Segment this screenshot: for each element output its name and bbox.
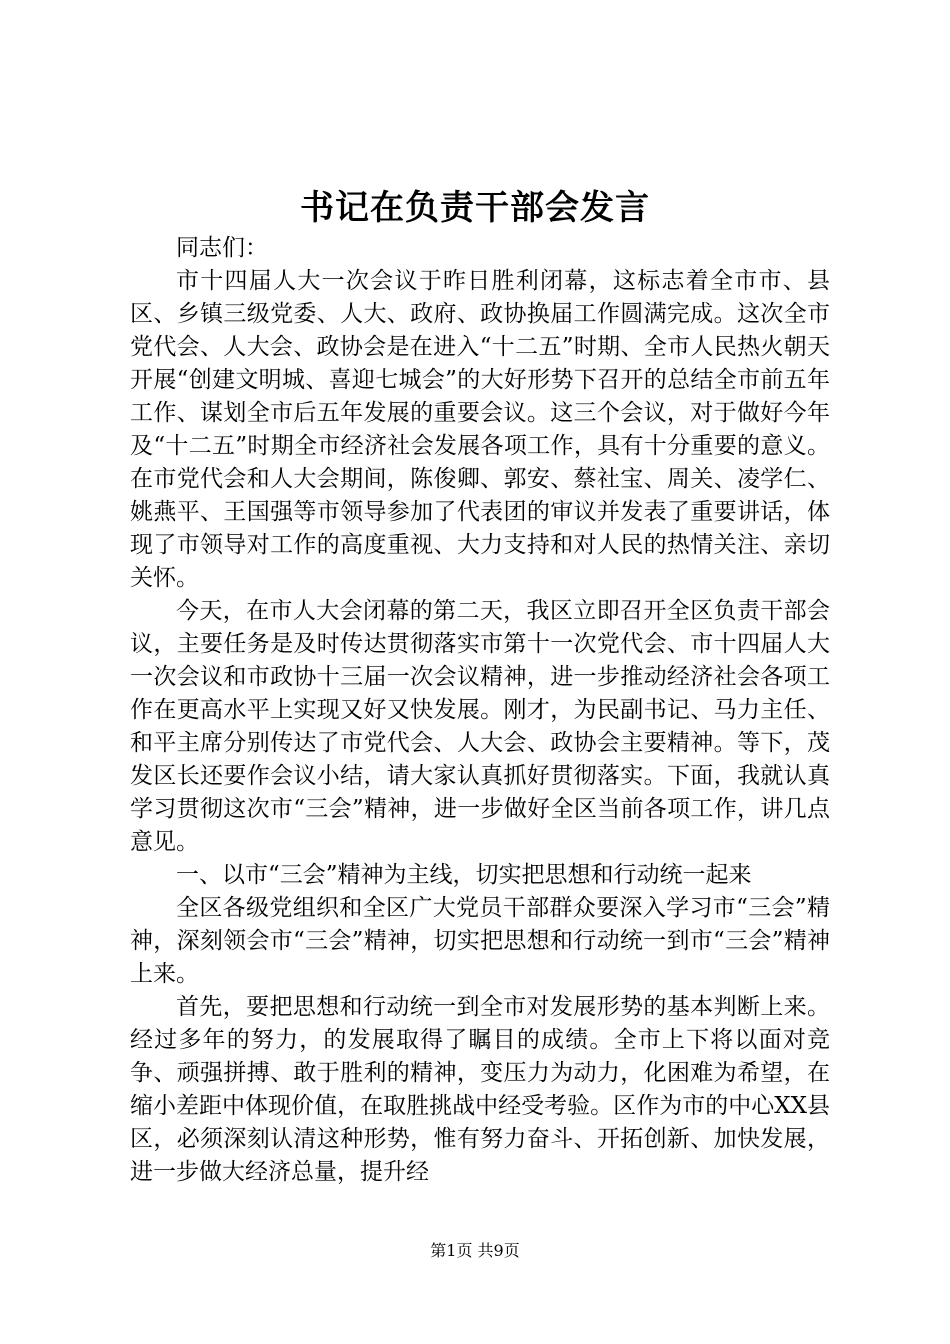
paragraph-3: 全区各级党组织和全区广大党员干部群众要深入学习市“三会”精神，深刻领会市“三会”精神，切实把思想和行动统一到市“三会”精神上来。 <box>130 895 830 987</box>
document-body <box>130 232 830 1189</box>
section-heading-1: 一、以市“三会”精神为主线，切实把思想和行动统一起来 <box>176 862 752 888</box>
paragraph-1: 市十四届人大一次会议于昨日胜利闭幕，这标志着全市市、县区、乡镇三级党委、人大、政府、政协换届工作圆满完成。这次全市党代会、人大会、政协会是在进入“十二五”时期、全市人民热火朝天开展“创建文明城、喜迎七城会”的大好形势下召开的总结全市前五年工作、谋划全市后五年发展的重要会议。这三个会议，对于做好今年及“十二五”时期全市经济社会发展各项工作，具有十分重要的意义。在市党代会和人大会期间，陈俊卿、郭安、蔡社宝、周关、凌学仁、姚燕平、王国强等市领导参加了代表团的审议并发表了重要讲话，体现了市领导对工作的高度重视、大力支持和对人民的热情关注、亲切关怀。 <box>130 268 830 591</box>
paragraph-4: 首先，要把思想和行动统一到全市对发展形势的基本判断上来。经过多年的努力，的发展取得了瞩目的成绩。全市上下将以面对竞争、顽强拼搏、敢于胜利的精神，变压力为动力，化困难为希望，在缩小差距中体现价值，在取胜挑战中经受考验。区作为市的中心XX县区，必须深刻认清这种形势，惟有努力奋斗、开拓创新、加快发展，进一步做大经济总量，提升经 <box>130 994 830 1185</box>
paragraph-2: 今天，在市人大会闭幕的第二天，我区立即召开全区负责干部会议，主要任务是及时传达贯彻落实市第十一次党代会、市十四届人大一次会议和市政协十三届一次会议精神，进一步推动经济社会各项工作在更高水平上实现又好又快发展。刚才，为民副书记、马力主任、和平主席分别传达了市党代会、人大会、政协会主要精神。等下，茂发区长还要作会议小结，请大家认真抓好贯彻落实。下面，我就认真学习贯彻这次市“三会”精神，进一步做好全区当前各项工作，讲几点意见。 <box>130 598 830 855</box>
document-title: 书记在负责干部会发言 <box>300 188 650 228</box>
paragraph-salutation: 同志们： <box>176 235 268 261</box>
page-footer: 第1页 共9页 <box>430 1241 520 1260</box>
